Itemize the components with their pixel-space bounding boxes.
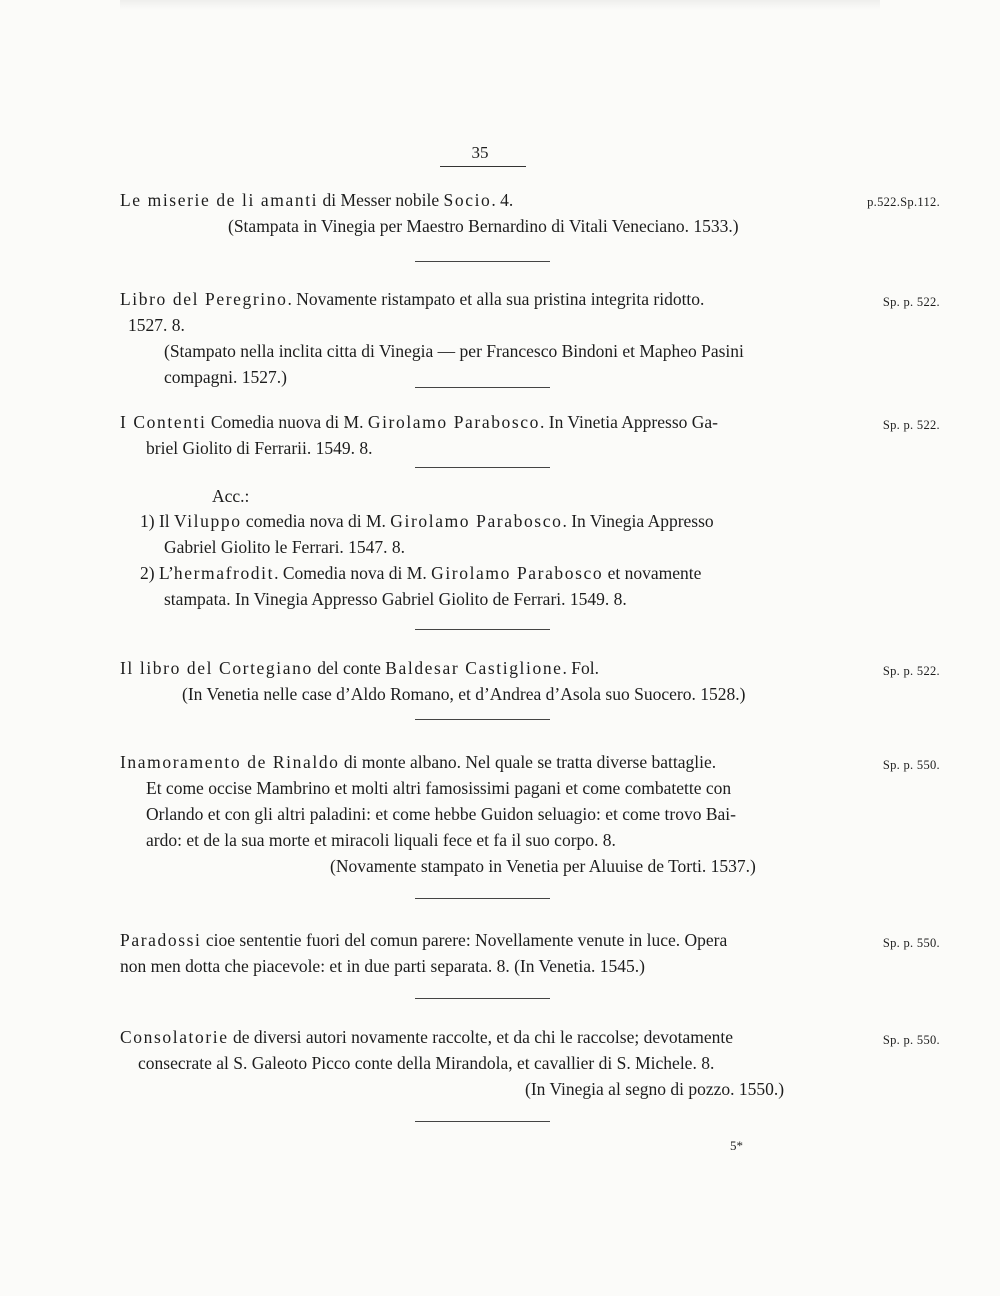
separator-rule	[415, 629, 550, 630]
accessory-1-text-2: . In Vinegia Appresso	[562, 511, 714, 531]
entry-7-reference: Sp. p. 550.	[882, 1033, 940, 1047]
entry-6-line-1	[120, 929, 727, 951]
entry-4-reference: Sp. p. 522.	[882, 664, 940, 678]
accessory-1-text: comedia nova di M.	[241, 511, 391, 531]
entry-5-line-1	[120, 751, 716, 773]
entry-7-line-1	[120, 1026, 733, 1048]
entry-5-reference: Sp. p. 550.	[882, 758, 940, 772]
entry-1-format: . 4.	[491, 190, 514, 210]
entry-4-line-1	[120, 657, 599, 679]
separator-rule	[415, 898, 550, 899]
entry-3-reference: Sp. p. 522.	[882, 418, 940, 432]
entry-2-reference: Sp. p. 522.	[882, 295, 940, 309]
entry-4-imprint: (In Venetia nelle case d’Aldo Romano, et d’Andrea d’Asola suo Suocero. 1528.)	[182, 684, 746, 704]
entry-2-line-2: 1527. 8.	[128, 315, 185, 335]
page-number: 35	[471, 143, 489, 162]
accessory-2-author: Girolamo Parabosco	[431, 563, 604, 583]
entry-5-line-4: ardo: et de la sua morte et miracoli liquali fece et fa il suo corpo. 8.	[146, 830, 616, 850]
separator-rule	[415, 261, 550, 262]
entry-4-text: del conte	[312, 658, 386, 678]
accessory-1-line-1	[140, 510, 714, 532]
accessory-2-text: . Comedia nova di M.	[274, 563, 432, 583]
entry-2-imprint: (Stampato nella inclita citta di Vinegia — per Francesco Bindoni et Mapheo Pasini	[164, 341, 744, 361]
separator-rule	[415, 387, 550, 388]
entry-1-line-1	[120, 189, 513, 211]
entry-1-imprint: (Stampata in Vinegia per Maestro Bernardino di Vitali Veneciano. 1533.)	[228, 216, 739, 236]
entry-5-title: Inamoramento de Rinaldo	[120, 752, 340, 772]
entry-2-imprint-cont: compagni. 1527.)	[164, 367, 287, 387]
separator-rule	[415, 719, 550, 720]
entry-2-title: Libro del Peregrino	[120, 289, 288, 309]
entry-4-author: Baldesar Castiglione	[385, 658, 563, 678]
accessory-1-line-2: Gabriel Giolito le Ferrari. 1547. 8.	[164, 537, 406, 557]
entry-3-author: Girolamo Parabosco	[367, 412, 541, 432]
entry-5-text: di monte albano. Nel quale se tratta diverse battaglie.	[339, 752, 717, 772]
page-number-rule	[440, 166, 526, 167]
accessory-1-number: 1) Il	[140, 511, 175, 531]
entry-4-format: . Fol.	[562, 658, 600, 678]
entry-3-title: I Contenti	[120, 412, 207, 432]
separator-rule	[415, 467, 550, 468]
entry-1-text: di Messer nobile	[318, 190, 444, 210]
accessories-heading: Acc.:	[212, 486, 250, 506]
entry-7-text: de diversi autori novamente raccolte, et da chi le raccolse; devotamente	[228, 1027, 733, 1047]
entry-6-title: Paradossi	[120, 930, 202, 950]
entry-5-line-2: Et come occise Mambrino et molti altri famosissimi pagani et come combatette con	[146, 778, 732, 798]
separator-rule	[415, 1121, 550, 1122]
entry-3-text: Comedia nuova di M.	[206, 412, 368, 432]
accessory-2-line-1	[140, 562, 701, 584]
accessory-2-number: 2) L’	[140, 563, 174, 583]
accessory-1-title: Viluppo	[174, 511, 242, 531]
accessory-1-author: Girolamo Parabosco	[390, 511, 563, 531]
entry-6-text: cioe sententie fuori del comun parere: Novellamente venute in luce. Opera	[201, 930, 728, 950]
entry-7-line-2: consecrate al S. Galeoto Picco conte della Mirandola, et cavallier di S. Michele. 8.	[138, 1053, 715, 1073]
entry-5-imprint: (Novamente stampato in Venetia per Aluuise de Torti. 1537.)	[330, 856, 756, 876]
entry-6-line-2: non men dotta che piacevole: et in due parti separata. 8. (In Venetia. 1545.)	[120, 956, 645, 976]
entry-3-text-2: . In Vinetia Appresso Ga-	[540, 412, 718, 432]
accessory-2-title: hermafrodit	[173, 563, 275, 583]
entry-3-line-2: briel Giolito di Ferrarii. 1549. 8.	[146, 438, 373, 458]
page-edge-shadow	[120, 0, 880, 10]
entry-5-line-3: Orlando et con gli altri paladini: et come hebbe Guidon seluagio: et come trovo Bai-	[146, 804, 736, 824]
entry-3-line-1	[120, 411, 718, 433]
entry-1-title: Le miserie de li amanti	[120, 190, 319, 210]
entry-4-title: Il libro del Cortegiano	[120, 658, 313, 678]
entry-1-reference: p.522.Sp.112.	[867, 195, 940, 209]
accessory-2-line-2: stampata. In Vinegia Appresso Gabriel Giolito de Ferrari. 1549. 8.	[164, 589, 627, 609]
accessory-2-text-2: et novamente	[603, 563, 702, 583]
signature-mark: 5*	[730, 1138, 743, 1153]
entry-7-title: Consolatorie	[120, 1027, 229, 1047]
separator-rule	[415, 998, 550, 999]
entry-6-reference: Sp. p. 550.	[882, 936, 940, 950]
entry-7-imprint: (In Vinegia al segno di pozzo. 1550.)	[525, 1079, 785, 1099]
entry-2-text: . Novamente ristampato et alla sua pristina integrita ridotto.	[287, 289, 705, 309]
entry-1-author: Socio	[443, 190, 492, 210]
entry-2-line-1	[120, 288, 704, 310]
